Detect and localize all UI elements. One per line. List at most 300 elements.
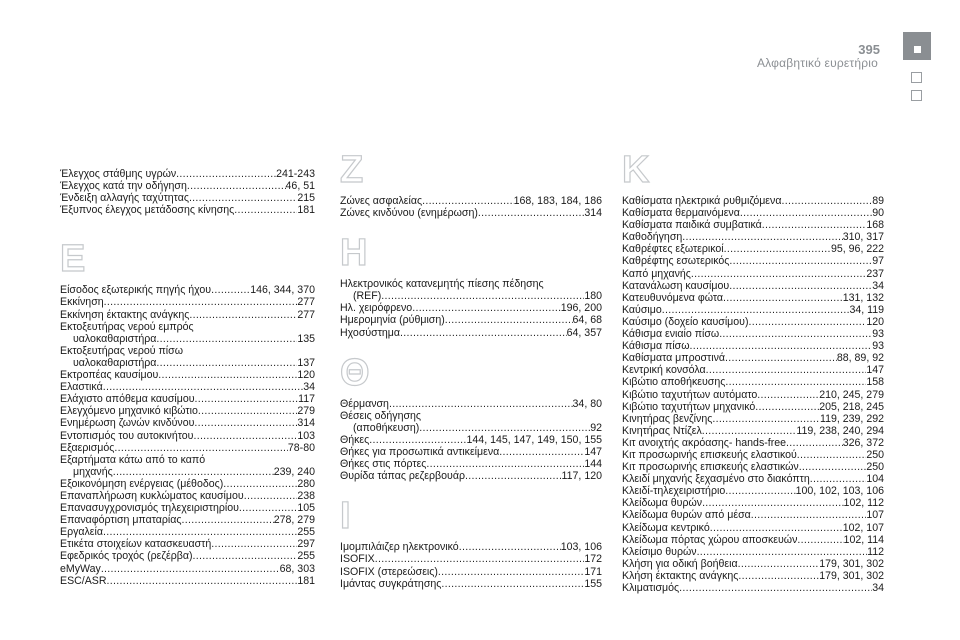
entry-term: Εκτροπέας καυσίμου (60, 369, 159, 382)
entry-pages: 88, 89, 92 (836, 352, 884, 365)
entry-term: Εξαρτήματα κάτω από το καπό (60, 453, 206, 466)
index-entry (60, 333, 315, 345)
entry-term: Κιβώτιο ταχυτήτων μηχανικό (622, 400, 756, 413)
index-entry (60, 430, 315, 442)
index-entry (340, 578, 602, 590)
entry-pages: 144, 145, 147, 149, 150, 155 (466, 433, 602, 446)
index-entry (60, 502, 315, 514)
entry-pages: 255 (297, 550, 315, 563)
dot-leader (375, 553, 585, 565)
entry-term: Καθρέφτες εξωτερικοί (622, 243, 724, 256)
index-entry (622, 546, 884, 558)
dot-leader (762, 219, 867, 231)
index-entry (622, 473, 884, 485)
index-group (60, 240, 315, 586)
index-group (622, 151, 884, 594)
entry-pages: 326, 372 (842, 436, 884, 449)
entry-term: Εκκίνηση (60, 296, 104, 309)
index-entry (60, 538, 315, 550)
entry-term: Εκτοξευτήρας νερού εμπρός (60, 320, 194, 333)
dot-leader (724, 243, 831, 255)
index-entry (60, 393, 315, 405)
entry-pages: 117, 120 (561, 470, 602, 483)
index-entry (60, 442, 315, 454)
index-entry (622, 195, 884, 207)
index-entry (340, 314, 602, 326)
index-entry (340, 302, 602, 314)
dot-leader (369, 434, 466, 446)
index-group (60, 168, 315, 216)
entry-term: Εργαλεία (60, 526, 104, 539)
index-entry (60, 478, 315, 490)
index-column-3 (622, 150, 884, 609)
index-entry (340, 553, 602, 565)
index-entry (340, 278, 602, 290)
entry-term: Ηλεκτρονικός κατανεμητής πίεσης πέδησης (340, 278, 544, 291)
entry-pages: 102, 114 (843, 533, 884, 546)
entry-pages: 314 (584, 207, 602, 220)
entry-pages: 103, 106 (560, 541, 602, 554)
entry-pages: 147 (584, 446, 602, 459)
dot-leader (441, 578, 584, 590)
entry-pages: 78-80 (287, 441, 315, 454)
entry-pages: 181 (297, 574, 315, 587)
dot-leader (710, 522, 843, 534)
entry-term: Ζώνες ασφαλείας (340, 195, 423, 207)
dot-leader (194, 417, 297, 429)
dot-leader (114, 442, 287, 454)
index-entry (340, 207, 602, 219)
index-entry (340, 290, 602, 302)
index-entry (60, 454, 315, 466)
entry-pages: 179, 301, 302 (819, 569, 884, 582)
dot-leader (101, 563, 280, 575)
chapter-tab-active (903, 32, 931, 60)
entry-term: Κινητήρας βενζίνης (622, 412, 713, 425)
section-letter: Z (340, 149, 364, 191)
entry-term: Ημερομηνία (ρύθμιση) (340, 314, 445, 327)
entry-term: (REF) (353, 290, 382, 303)
entry-pages: 64, 357 (566, 326, 602, 339)
entry-pages: 90 (872, 207, 884, 220)
entry-pages: 103 (297, 429, 315, 442)
index-entry (60, 309, 315, 321)
index-entry (60, 296, 315, 308)
entry-pages: 120 (866, 315, 884, 328)
dot-leader (725, 352, 837, 364)
entry-pages: 280 (297, 477, 315, 490)
dot-leader (389, 398, 573, 410)
entry-term: Κάθισμα ενιαίο πίσω (622, 328, 720, 341)
dot-leader (198, 405, 297, 417)
entry-pages: 310, 317 (842, 231, 884, 244)
entry-pages: 105 (297, 502, 315, 515)
entry-pages: 180 (584, 290, 602, 303)
dot-leader (679, 582, 872, 594)
chapter-tab (911, 72, 922, 83)
entry-pages: 137 (297, 356, 315, 369)
index-entry (622, 449, 884, 461)
index-entry (60, 405, 315, 417)
index-entry (60, 563, 315, 575)
entry-pages: 46, 51 (285, 180, 315, 193)
index-column-2 (340, 150, 602, 605)
dot-leader (156, 357, 297, 369)
index-group (340, 497, 602, 589)
entry-term: Κινητήρας Ντίζελ (622, 424, 702, 437)
entry-term: Επαναπλήρωση κυκλώματος καυσίμου (60, 489, 244, 502)
entry-term: Ελάχιστο απόθεμα καυσίμου (60, 393, 195, 406)
index-entry (622, 255, 884, 267)
entry-term: (αποθήκευση) (353, 421, 420, 434)
entry-term: Κάθισμα πίσω (622, 340, 690, 353)
entry-term: ESC/ASR (60, 574, 107, 587)
index-entry (60, 514, 315, 526)
dot-leader (234, 204, 297, 216)
index-entry (622, 280, 884, 292)
dot-leader (757, 389, 819, 401)
entry-term: Ένδειξη αλλαγής ταχύτητας (60, 192, 189, 205)
entry-term: Κλήση για οδική βοήθεια (622, 557, 738, 570)
entry-pages: 119, 239, 292 (819, 412, 884, 425)
dot-leader (755, 401, 819, 413)
entry-term: Κιτ προσωρινής επισκευής ελαστικών (622, 461, 799, 474)
dot-leader (723, 292, 843, 304)
entry-pages: 68, 303 (279, 562, 315, 575)
dot-leader (751, 509, 867, 521)
entry-term: Καύσιμο (622, 303, 662, 316)
index-entry (622, 219, 884, 231)
entry-pages: 34 (872, 279, 884, 292)
entry-term: ISOFIX (340, 553, 375, 566)
entry-term: Έλεγχος στάθμης υγρών (60, 168, 177, 180)
dot-leader (193, 430, 297, 442)
entry-term: Κλείδωμα πόρτας χώρου αποσκευών (622, 533, 798, 546)
dot-leader (107, 575, 298, 587)
entry-term: Εκτοξευτήρας νερού πίσω (60, 344, 183, 357)
index-entry (622, 497, 884, 509)
entry-pages: 278, 279 (273, 514, 315, 527)
entry-pages: 117 (298, 393, 315, 406)
index-entry (340, 541, 602, 553)
index-entry (622, 364, 884, 376)
entry-term: Ελεγχόμενο μηχανικό κιβώτιο (60, 405, 198, 418)
entry-term: Καθίσματα παιδικά συμβατικά (622, 219, 762, 232)
entry-pages: 196, 200 (560, 302, 602, 315)
section-letter: H (340, 232, 368, 275)
index-entry (60, 490, 315, 502)
entry-term: Εκκίνηση έκτακτης ανάγκης (60, 308, 190, 321)
entry-term: Καθοδήγηση (622, 231, 683, 244)
entry-pages: 155 (584, 577, 602, 590)
entry-term: Κατανάλωση καυσίμου (622, 279, 730, 292)
index-entry (622, 461, 884, 473)
index-entry (622, 522, 884, 534)
dot-leader (799, 461, 867, 473)
dot-leader (781, 195, 872, 207)
entry-term: Καθίσματα θερμαινόμενα (622, 207, 740, 220)
dot-leader (104, 296, 298, 308)
dot-leader (211, 284, 250, 296)
dot-leader (738, 558, 820, 570)
entry-term: Κιτ προσωρινής επισκευής ελαστικού (622, 448, 797, 461)
entry-pages: 146, 344, 370 (250, 284, 315, 297)
dot-leader (381, 290, 584, 302)
entry-pages: 158 (866, 376, 884, 389)
dot-leader (422, 195, 514, 207)
dot-leader (797, 534, 843, 546)
entry-pages: 107 (866, 509, 884, 522)
index-group (340, 151, 602, 219)
dot-leader (181, 514, 273, 526)
entry-pages: 215 (297, 192, 315, 205)
entry-term: Θήκες στις πόρτες (340, 458, 427, 471)
dot-leader (465, 470, 562, 482)
entry-term: Κλείδωμα θυρών από μέσα (622, 509, 751, 522)
index-entry (622, 340, 884, 352)
index-entry (622, 268, 884, 280)
index-entry (60, 466, 315, 478)
dot-leader (697, 546, 868, 558)
entry-pages: 34 (303, 381, 315, 394)
page-title: Αλφαβητικό ευρετήριο (756, 56, 878, 70)
entry-term: Επανασυγχρονισμός τηλεχειριστηρίου (60, 502, 239, 515)
entry-term: Ενημέρωση ζωνών κινδύνου (60, 417, 195, 430)
dot-leader (223, 478, 297, 490)
index-group (340, 234, 602, 338)
entry-pages: 250 (866, 461, 884, 474)
entry-term: Θυρίδα τάπας ρεζερβουάρ (340, 470, 465, 483)
dot-leader (189, 192, 297, 204)
entry-term: Ιμομπιλάιζερ ηλεκτρονικό (340, 541, 459, 554)
entry-term: Είσοδος εξωτερικής πηγής ήχου (60, 284, 212, 297)
index-entry (622, 413, 884, 425)
entry-pages: 205, 218, 245 (819, 400, 884, 413)
entry-term: Κλείδωμα κεντρικό (622, 521, 710, 534)
entry-pages: 172 (584, 553, 602, 566)
entry-pages: 237 (866, 267, 884, 280)
section-letter: I (340, 495, 351, 538)
index-entry (60, 526, 315, 538)
dot-leader (156, 333, 297, 345)
dot-leader (438, 566, 584, 578)
index-entry (60, 575, 315, 587)
dot-leader (706, 364, 867, 376)
entry-pages: 277 (297, 308, 315, 321)
dot-leader (729, 280, 872, 292)
index-entry (60, 168, 315, 180)
dot-leader (748, 316, 866, 328)
page-number: 395 (858, 42, 880, 57)
entry-term: Ετικέτα στοιχείων κατασκευαστή (60, 538, 212, 551)
entry-term: Επαναφόρτιση μπαταρίας (60, 514, 182, 527)
index-entry (60, 284, 315, 296)
section-letter: E (60, 238, 86, 281)
dot-leader (499, 446, 584, 458)
index-entry (60, 381, 315, 393)
entry-term: υαλοκαθαριστήρα (73, 356, 157, 369)
entry-term: Κιτ ανοιχτής ακρόασης- hands-free (622, 436, 787, 449)
entry-pages: 100, 102, 103, 106 (795, 485, 884, 498)
entry-pages: 171 (584, 565, 602, 578)
dot-leader (682, 231, 842, 243)
dot-leader (195, 393, 299, 405)
entry-pages: 119, 238, 240, 294 (796, 424, 884, 437)
dot-leader (103, 381, 304, 393)
index-entry (622, 207, 884, 219)
entry-term: Θήκες για προσωπικά αντικείμενα (340, 446, 500, 459)
entry-pages: 168, 183, 184, 186 (513, 195, 602, 207)
dot-leader (797, 449, 867, 461)
dot-leader (725, 485, 795, 497)
dot-leader (400, 327, 567, 339)
entry-pages: 34, 80 (572, 397, 602, 410)
entry-pages: 93 (872, 340, 884, 353)
entry-pages: 97 (872, 255, 884, 268)
dot-leader (176, 168, 276, 180)
index-entry (60, 417, 315, 429)
entry-term: Κιβώτιο ταχυτήτων αυτόματο (622, 388, 758, 401)
entry-pages: 147 (866, 364, 884, 377)
entry-term: Ηχοσύστημα (340, 326, 400, 339)
dot-leader (103, 526, 297, 538)
entry-term: Κλήση έκτακτης ανάγκης (622, 569, 739, 582)
dot-leader (412, 302, 561, 314)
entry-pages: 144 (584, 458, 602, 471)
section-letter: Θ (340, 351, 370, 394)
dot-leader (712, 413, 820, 425)
index-entry (622, 582, 884, 594)
entry-term: ISOFIX (στερεώσεις) (340, 565, 438, 578)
dot-leader (419, 422, 590, 434)
index-entry (622, 485, 884, 497)
entry-term: Κλείσιμο θυρών (622, 545, 697, 558)
dot-leader (691, 268, 866, 280)
index-entry (622, 243, 884, 255)
dot-leader (740, 207, 872, 219)
entry-term: Έλεγχος κατά την οδήγηση (60, 180, 187, 193)
index-entry (340, 566, 602, 578)
entry-term: Κιβώτιο αποθήκευσης (622, 376, 726, 389)
index-entry (340, 398, 602, 410)
entry-term: Κλειδί μηχανής ξεχασμένο στο διακόπτη (622, 473, 810, 486)
dot-leader (729, 255, 872, 267)
index-entry (340, 434, 602, 446)
entry-pages: 179, 301, 302 (819, 557, 884, 570)
entry-term: υαλοκαθαριστήρα (73, 332, 157, 345)
entry-pages: 104 (866, 473, 884, 486)
entry-term: Εξαερισμός (60, 441, 115, 454)
entry-term: Ζώνες κινδύνου (ενημέρωση) (340, 207, 478, 220)
index-entry (622, 558, 884, 570)
entry-pages: 181 (297, 204, 315, 217)
entry-term: Κλείδωμα θυρών (622, 497, 703, 510)
dot-leader (445, 314, 573, 326)
dot-leader (719, 328, 872, 340)
dot-leader (702, 497, 843, 509)
index-entry (340, 410, 602, 422)
entry-pages: 34, 119 (849, 303, 884, 316)
chapter-tab (911, 90, 922, 101)
index-column-1 (60, 150, 315, 602)
dot-leader (662, 304, 850, 316)
dot-leader (738, 570, 819, 582)
entry-term: Κλιματισμός (622, 582, 680, 594)
entry-pages: 279 (297, 405, 315, 418)
index-entry (340, 422, 602, 434)
dot-leader (459, 541, 561, 553)
index-entry (622, 534, 884, 546)
index-entry (622, 376, 884, 388)
dot-leader (187, 180, 286, 192)
index-entry (340, 446, 602, 458)
entry-term: Καθίσματα μπροστινά (622, 352, 726, 365)
entry-pages: 92 (590, 421, 602, 434)
index-entry (340, 470, 602, 482)
entry-pages: 277 (297, 296, 315, 309)
entry-term: Έξυπνος έλεγχος μετάδοσης κίνησης (60, 204, 235, 217)
entry-pages: 34 (872, 582, 884, 594)
entry-term: μηχανής (73, 465, 113, 478)
index-entry (622, 328, 884, 340)
dot-leader (690, 340, 873, 352)
index-entry (60, 321, 315, 333)
entry-pages: 93 (872, 328, 884, 341)
index-entry (622, 425, 884, 437)
index-entry (622, 509, 884, 521)
index-entry (340, 195, 602, 207)
entry-term: Καπό μηχανής (622, 267, 691, 280)
entry-pages: 255 (297, 526, 315, 539)
index-entry (622, 437, 884, 449)
index-entry (60, 192, 315, 204)
entry-term: Κατευθυνόμενα φώτα (622, 291, 723, 304)
dot-leader (239, 502, 297, 514)
index-entry (622, 570, 884, 582)
index-entry (60, 357, 315, 369)
index-entry (60, 204, 315, 216)
dot-leader (189, 309, 297, 321)
entry-pages: 314 (297, 417, 315, 430)
index-entry (622, 292, 884, 304)
entry-pages: 102, 107 (842, 521, 884, 534)
entry-term: Ηλ. χειρόφρενο (340, 302, 413, 315)
entry-pages: 64, 68 (572, 314, 602, 327)
index-entry (60, 550, 315, 562)
entry-term: Θέρμανση (340, 397, 389, 410)
index-entry (60, 345, 315, 357)
entry-term: eMyWay (60, 562, 101, 575)
entry-pages: 131, 132 (842, 291, 884, 304)
dot-leader (702, 425, 797, 437)
index-entry (60, 369, 315, 381)
chapter-tab-marker (914, 46, 921, 53)
entry-term: Καθίσματα ηλεκτρικά ρυθμιζόμενα (622, 195, 782, 207)
entry-term: Καθρέφτης εσωτερικός (622, 255, 730, 268)
dot-leader (211, 538, 297, 550)
index-entry (622, 389, 884, 401)
index-entry (622, 401, 884, 413)
dot-leader (193, 550, 298, 562)
entry-term: Εντοπισμός του αυτοκινήτου (60, 429, 194, 442)
dot-leader (113, 466, 274, 478)
entry-term: Εξοικονόμηση ενέργειας (μέθοδος) (60, 477, 224, 490)
entry-pages: 102, 112 (843, 497, 884, 510)
index-entry (340, 458, 602, 470)
entry-pages: 168 (866, 219, 884, 232)
entry-term: Κλειδί-τηλεχειριστήριο (622, 485, 726, 498)
index-entry (340, 327, 602, 339)
